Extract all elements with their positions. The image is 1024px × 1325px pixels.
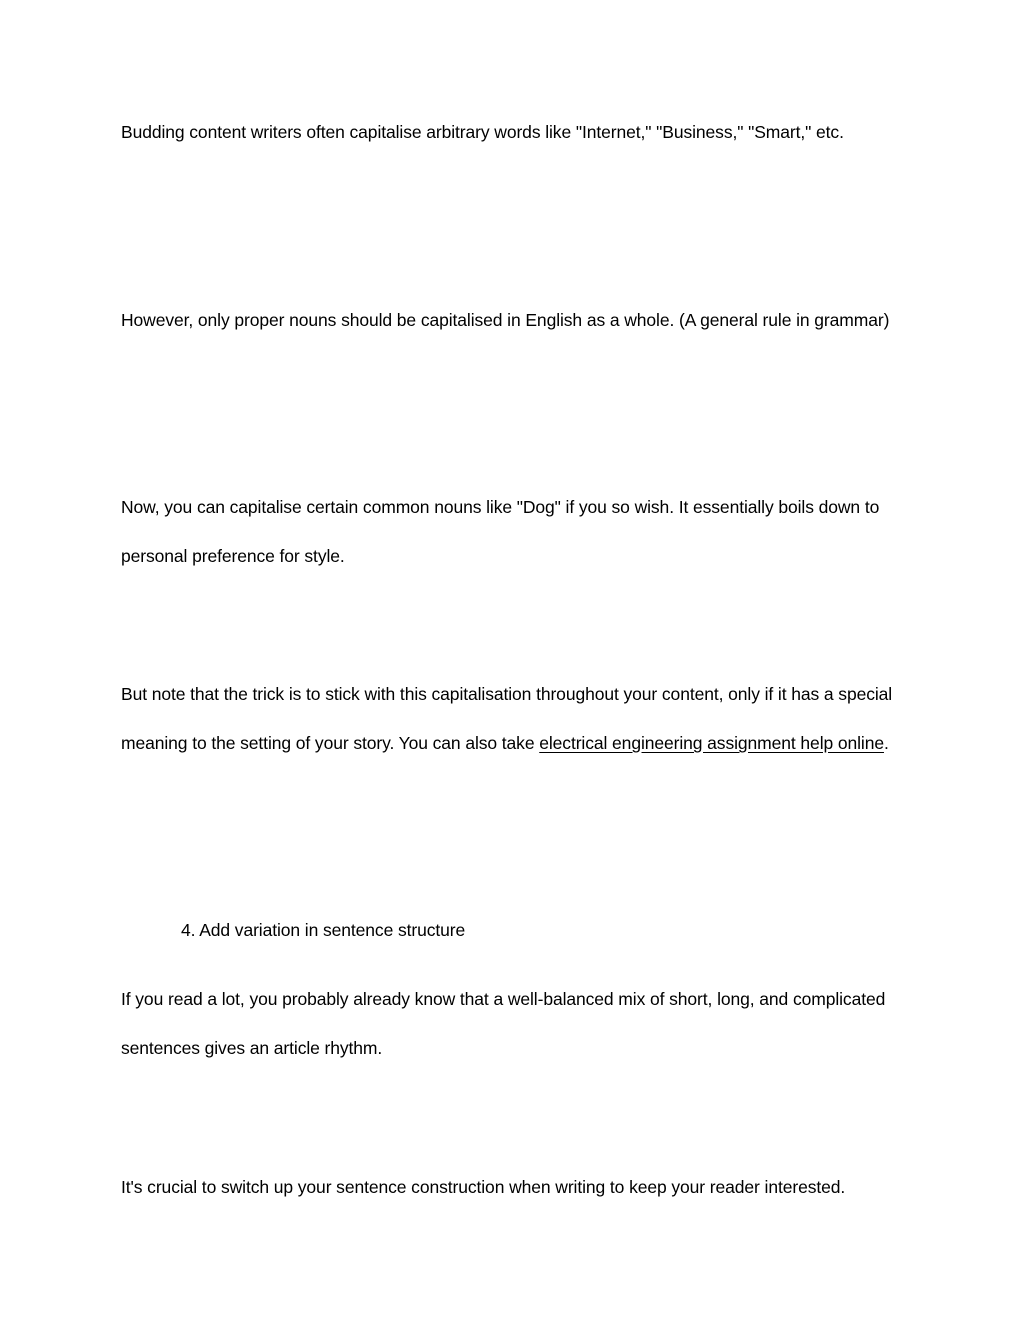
paragraph-switch-construction: It's crucial to switch up your sentence construction when writing to keep your reader interested.: [121, 1177, 846, 1197]
paragraph-sentence-mix: If you read a lot, you probably already know that a well-balanced mix of short, long, and complicated sentences gives an article rhythm.: [121, 989, 886, 1058]
paragraph-proper-nouns: However, only proper nouns should be capitalised in English as a whole. (A general rule in grammar): [121, 310, 890, 330]
paragraph-capitalisation-intro: Budding content writers often capitalise arbitrary words like "Internet," "Business," "Smart," etc.: [121, 122, 844, 142]
paragraph-consistency: [121, 670, 911, 768]
paragraph-common-nouns: Now, you can capitalise certain common nouns like "Dog" if you so wish. It essentially boils down to personal preference for style.: [121, 497, 880, 566]
paragraph-consistency-end: .: [883, 733, 889, 753]
section-heading-sentence-structure: 4. Add variation in sentence structure: [181, 920, 466, 940]
assignment-help-link[interactable]: electrical engineering assignment help online: [539, 733, 884, 753]
paragraph-consistency-text: But note that the trick is to stick with this capitalisation throughout your content, only if it has a special meaning to the setting of your story. You can also take: [121, 684, 893, 753]
